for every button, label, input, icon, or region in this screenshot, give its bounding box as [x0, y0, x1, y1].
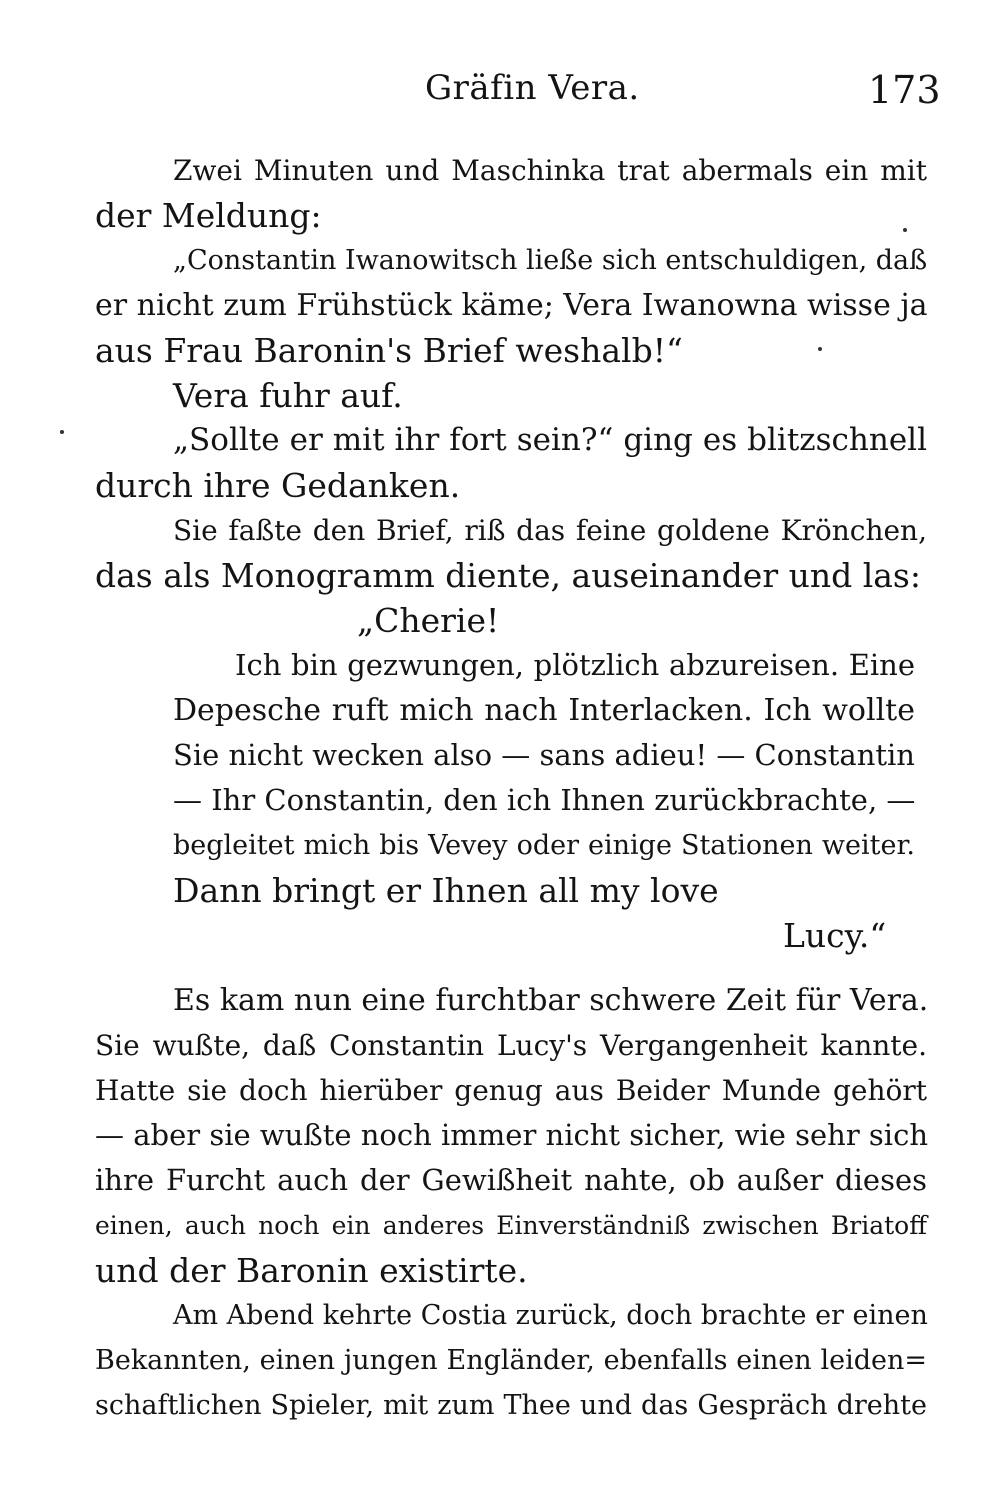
letter-signature: Lucy.“ [783, 916, 887, 955]
letter-line: Depesche ruft mich nach Interlacken. Ich wollte [173, 693, 915, 728]
letter-salutation: „Cherie! [357, 601, 500, 640]
letter-line: — Ihr Constantin, den ich Ihnen zurückbrachte, — [173, 783, 916, 817]
text-line: ihre Furcht auch der Gewißheit nahte, ob außer dieses [95, 1163, 927, 1197]
letter-line: Dann bringt er Ihnen all my love [173, 871, 719, 910]
text-line: Hatte sie doch hierüber genug aus Beider Munde gehört [95, 1074, 927, 1107]
text-line: Am Abend kehrte Costia zurück, doch brachte er einen [173, 1300, 928, 1331]
text-line: einen, auch noch ein anderes Einverständniß zwischen Briatoff [95, 1211, 927, 1240]
text-line: durch ihre Gedanken. [95, 466, 461, 505]
text-line: der Meldung: [95, 196, 322, 235]
running-header [0, 68, 1000, 118]
text-line: Es kam nun eine furchtbar schwere Zeit für Vera. [173, 983, 929, 1018]
text-line: „Sollte er mit ihr fort sein?“ ging es blitzschnell [173, 422, 927, 458]
text-line: Zwei Minuten und Maschinka trat abermals ein mit [173, 154, 927, 187]
page-number: 173 [868, 68, 941, 112]
scan-speck [818, 347, 822, 351]
text-line: das als Monogramm diente, auseinander und las: [95, 556, 921, 595]
text-line: aus Frau Baronin's Brief weshalb!“ [95, 331, 683, 370]
letter-line: Sie nicht wecken also — sans adieu! — Constantin [173, 738, 915, 772]
text-line: „Constantin Iwanowitsch ließe sich entschuldigen, daß [173, 245, 928, 276]
text-line: Vera fuhr auf. [173, 376, 403, 415]
text-line: schaftlichen Spieler, mit zum Thee und das Gespräch drehte [95, 1390, 927, 1421]
text-line: — aber sie wußte noch immer nicht sicher, wie sehr sich [95, 1118, 928, 1152]
scan-speck [60, 430, 64, 434]
letter-line: begleitet mich bis Vevey oder einige Stationen weiter. [173, 830, 915, 861]
text-line: Bekannten, einen jungen Engländer, ebenfalls einen leiden= [95, 1345, 927, 1376]
text-line: und der Baronin existirte. [95, 1251, 528, 1290]
spacer [95, 958, 927, 978]
text-line: Sie faßte den Brief, riß das feine goldene Krönchen, [173, 514, 927, 547]
letter-line: Ich bin gezwungen, plötzlich abzureisen. Eine [235, 648, 915, 682]
body-text [95, 148, 927, 1428]
text-line: er nicht zum Frühstück käme; Vera Iwanowna wisse ja [95, 288, 928, 323]
text-line: Sie wußte, daß Constantin Lucy's Vergangenheit kannte. [95, 1029, 927, 1062]
scan-speck [903, 228, 907, 232]
running-title: Gräfin Vera. [425, 68, 640, 108]
